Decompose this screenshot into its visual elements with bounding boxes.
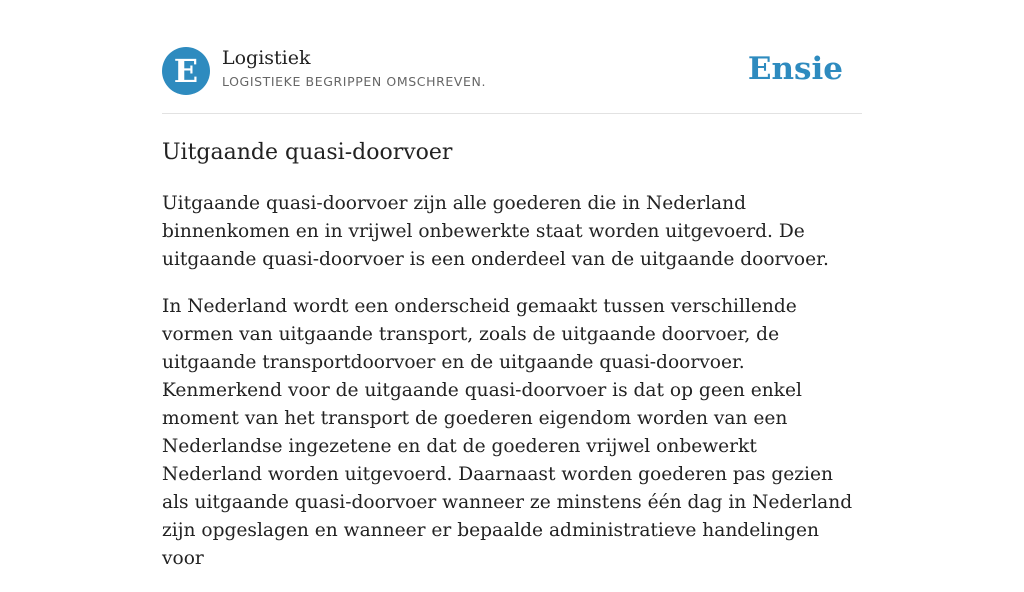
site-title-link[interactable]: Logistiek bbox=[222, 47, 311, 69]
site-subtitle: LOGISTIEKE BEGRIPPEN OMSCHREVEN. bbox=[222, 74, 487, 89]
site-header bbox=[162, 0, 862, 114]
ensie-logo-icon[interactable]: E bbox=[162, 47, 210, 95]
content-container bbox=[162, 0, 862, 569]
article-title: Uitgaande quasi-doorvoer bbox=[162, 140, 453, 165]
ensie-brand-link[interactable]: Ensie bbox=[747, 51, 843, 87]
article-body bbox=[162, 190, 862, 592]
article-paragraph-2: In Nederland wordt een onderscheid gemaakt tussen verschillende vormen van uitgaande transport, zoals de uitgaande doorvoer, de uitgaande transportdoorvoer en de uitgaande quasi-doorvoer. Kenmerkend voor de uitgaande quasi-doorvoer is dat op geen enkel moment van het transport de goederen eigendom worden van een Nederlandse ingezetene en dat de goederen vrijwel onbewerkt Nederland worden uitgevoerd. Daarnaast worden goederen pas gezien als uitgaande quasi-doorvoer wanneer ze minstens één dag in Nederland zijn opgeslagen en wanneer er bepaalde administratieve handelingen voor bbox=[162, 296, 853, 569]
article-paragraph-1: Uitgaande quasi-doorvoer zijn alle goederen die in Nederland binnenkomen en in vrijwel onbewerkte staat worden uitgevoerd. De uitgaande quasi-doorvoer is een onderdeel van de uitgaande doorvoer. bbox=[162, 193, 829, 270]
